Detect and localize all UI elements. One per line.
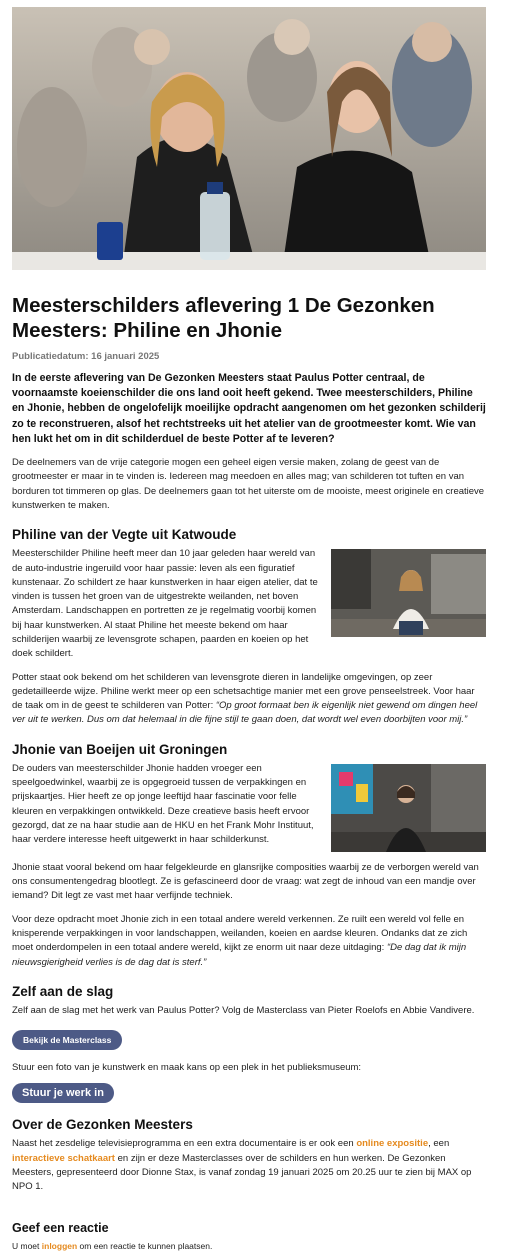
- over-text-3: en zijn er deze Masterclasses over de schilders en hun werken. De Gezonken Meesters, gepresenteerd door Dionne Stax, is vanaf zondag 19 januari 2025 om 20.25 uur te zien bij MAX op NPO 1.: [12, 1152, 472, 1193]
- online-expositie-link[interactable]: online expositie: [356, 1138, 429, 1150]
- philine-row: [12, 547, 486, 661]
- zelf-paragraph-1: Zelf aan de slag met het werk van Paulus Potter? Volg de Masterclass van Pieter Roelofs en Abbie Vandivere.: [12, 1004, 475, 1016]
- jhonie-paragraph-2: Jhonie staat vooral bekend om haar felgekleurde en glansrijke composities waarbij ze de verborgen wereld van ons consumentengedrag blootlegt. Ze is gefascineerd door de vraag: wat zegt de inhoud van een mandje over iemand? Dit legt ze vast met haar verfijnde techniek.: [12, 861, 479, 902]
- philine-paragraph-1: Meesterschilder Philine heeft meer dan 10 jaar geleden haar wereld van de auto-industrie ingeruild voor haar passie: leven als een figuratief kunstenaar. Zo schildert ze haar kunstwerken in haar eigen atelier, dat te vinden is tussen het groen van de uitgestrekte weilanden, net boven Amsterdam. Landschappen en portretten ze je regelmatig voorbij komen bij haar kunstwerken. Al staat Philine het meeste bekend om haar schilderijen waarbij ze levensgrote schapen, paarden en koeien op het doek schildert.: [12, 548, 318, 660]
- hero-photo-illustration: [12, 7, 486, 270]
- over-paragraph: [12, 1137, 486, 1194]
- publication-date: Publicatiedatum: 16 januari 2025: [12, 351, 160, 362]
- submit-work-button[interactable]: Stuur je werk in: [12, 1083, 114, 1103]
- masterclass-button[interactable]: Bekijk de Masterclass: [12, 1030, 122, 1050]
- intro-paragraph: In de eerste aflevering van De Gezonken Meesters staat Paulus Potter centraal, de voornaamste koeienschilder die ons land ooit heeft gekend. Twee meesterschilders, Philine en Jhonie, hebben de ongelofelijk moeilijke opdracht aangenomen om het gezonken schilderij zo te reconstrueren, alsof het rechtstreeks uit het atelier van de grootmeester komt. Wie van hen lukt het om in dit schilderduel de beste Potter af te leveren?: [12, 372, 486, 445]
- heading-philine: Philine van der Vegte uit Katwoude: [12, 527, 237, 543]
- heading-geef-reactie: Geef een reactie: [12, 1220, 109, 1235]
- jhonie-quote: “De dag dat ik mijn nieuwsgierigheid verlies is de dag dat is sterf.”: [12, 942, 467, 968]
- login-note-text-1: U moet: [12, 1240, 42, 1251]
- jhonie-paragraph-3: [12, 913, 486, 970]
- philine-paragraph-2: [12, 671, 486, 728]
- heading-jhonie: Jhonie van Boeijen uit Groningen: [12, 741, 228, 757]
- jhonie-photo: [331, 764, 486, 852]
- zelf-paragraph-2: Stuur een foto van je kunstwerk en maak kans op een plek in het publieksmuseum:: [12, 1062, 362, 1074]
- heading-over-gezonken-meesters: Over de Gezonken Meesters: [12, 1117, 193, 1133]
- jhonie-paragraph-3-text: Voor deze opdracht moet Jhonie zich in een totaal andere wereld verkennen. Ze ruilt een wereld vol felle en knisperende verpakkingen in voor landschappen, weilanden, koeien en aardse kleuren. Ondanks dat ze zich moet onderdompelen in een totaal andere wereld, kijkt ze enorm uit naar deze uitdaging:: [12, 913, 468, 954]
- jhonie-paragraph-1: De ouders van meesterschilder Jhonie hadden vroeger een speelgoedwinkel, waarbij ze is opgegroeid tussen de verpakkingen en prijskaartjes. Hier heeft ze op jonge leeftijd haar fascinatie voor felle kleuren en verpakkingen ontwikkeld. Deze creatieve basis heeft ervoor gezorgd, dat ze na haar studie aan de HKU en het Frank Mohr Instituut, haar verdere interesse heeft uitgewerkt in haar schilderkunst.: [12, 762, 314, 846]
- philine-photo: [331, 549, 486, 637]
- philine-photo-illustration: [331, 549, 486, 637]
- jhonie-row: [12, 762, 486, 852]
- page-title: Meesterschilders aflevering 1 De Gezonken Meesters: Philine en Jhonie: [12, 294, 435, 342]
- login-note-text-2: om een reactie te kunnen plaatsen.: [77, 1240, 213, 1251]
- hero-image: [12, 7, 486, 270]
- over-text-1: Naast het zesdelige televisieprogramma en een extra documentaire is er ook een: [12, 1138, 357, 1150]
- philine-quote: “Op groot formaat ben ik eigenlijk niet gewend om dingen heel ver uit te werken. Dus om dat helemaal in die fijne stijl te gaan doen, dat wordt wel even doorbijten voor mij.”: [12, 700, 478, 726]
- philine-paragraph-2-text: Potter staat ook bekend om het schilderen van levensgrote dieren in landelijke omgevingen, op zeer gedetailleerde wijze. Philine werkt meer op een schetsachtige manier met een grove penseelstreek. Voor haar de taak om in de geest te schilderen van Potter:: [12, 671, 475, 712]
- login-note: [12, 1241, 486, 1251]
- heading-zelf-aan-de-slag: Zelf aan de slag: [12, 983, 114, 999]
- login-link[interactable]: inloggen: [41, 1240, 78, 1251]
- schatkaart-link[interactable]: interactieve schatkaart: [12, 1152, 115, 1164]
- jhonie-photo-illustration: [331, 764, 486, 852]
- paragraph-free-category: De deelnemers van de vrije categorie mogen een geheel eigen versie maken, zolang de geest van de grootmeester er maar in te vinden is. Iedereen mag meedoen en alles mag; van schilderen tot tuften en van borduren tot timmeren op glas. De deelnemers gaan tot het uiterste om de mooiste, meest originele en creatieve kunstwerken te maken.: [12, 457, 485, 511]
- over-text-2: , een: [428, 1138, 450, 1150]
